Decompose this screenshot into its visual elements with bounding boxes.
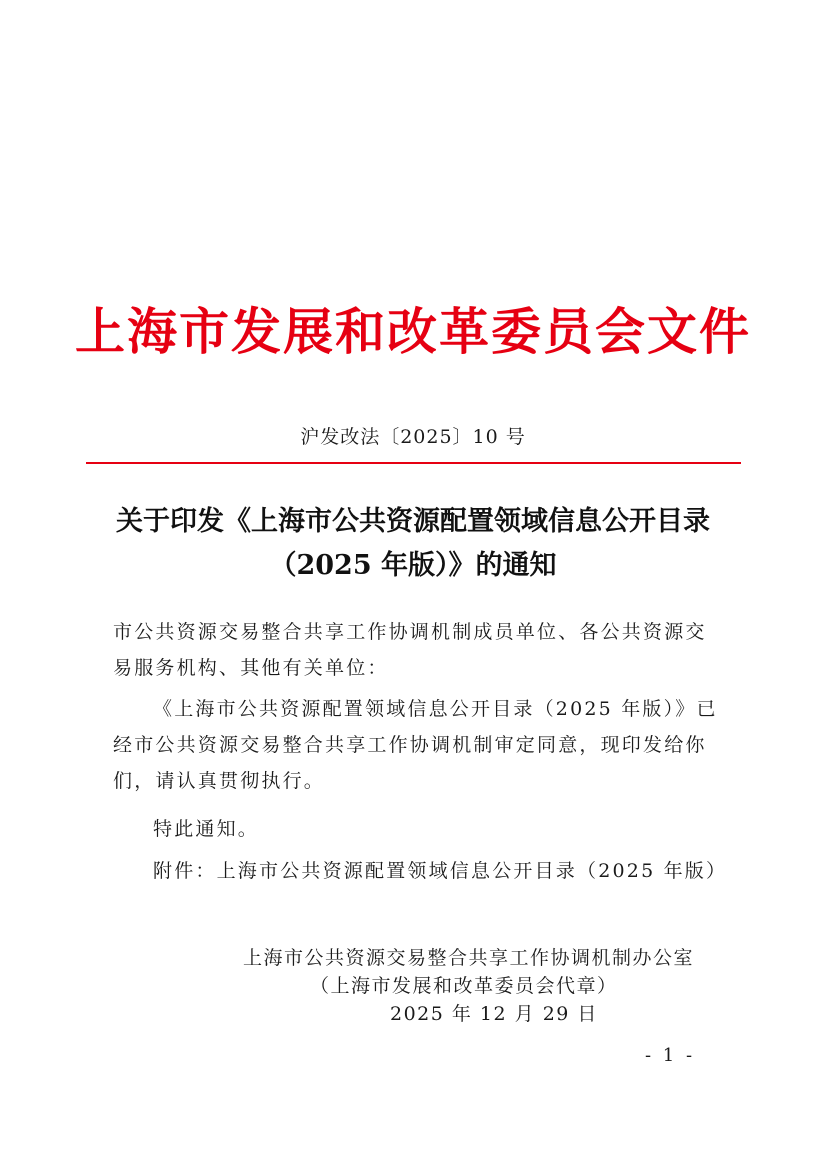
salutation: 市公共资源交易整合共享工作协调机制成员单位、各公共资源交易服务机构、其他有关单位： xyxy=(113,621,707,679)
attachment-line: 附件：上海市公共资源配置领域信息公开目录（2025 年版） xyxy=(153,860,728,882)
signing-organization: 上海市公共资源交易整合共享工作协调机制办公室 xyxy=(243,947,695,969)
proxy-seal-note: （上海市发展和改革委员会代章） xyxy=(310,975,618,997)
body-paragraph: 《上海市公共资源配置领域信息公开目录（2025 年版）》已经市公共资源交易整合共享工作协调机制审定同意，现印发给你们，请认真贯彻执行。 xyxy=(113,698,718,792)
document-number: 沪发改法〔2025〕10 号 xyxy=(300,426,526,448)
red-divider-line xyxy=(86,462,741,464)
document-title xyxy=(80,500,746,588)
signing-date: 2025 年 12 月 29 日 xyxy=(390,1003,598,1025)
title-line-2: （2025 年版）》的通知 xyxy=(269,550,557,581)
closing-remark: 特此通知。 xyxy=(153,818,260,840)
page-number: - 1 - xyxy=(645,1045,696,1066)
issuer-red-header: 上海市发展和改革委员会文件 xyxy=(75,302,751,361)
title-line-1: 关于印发《上海市公共资源配置领域信息公开目录 xyxy=(116,506,710,537)
